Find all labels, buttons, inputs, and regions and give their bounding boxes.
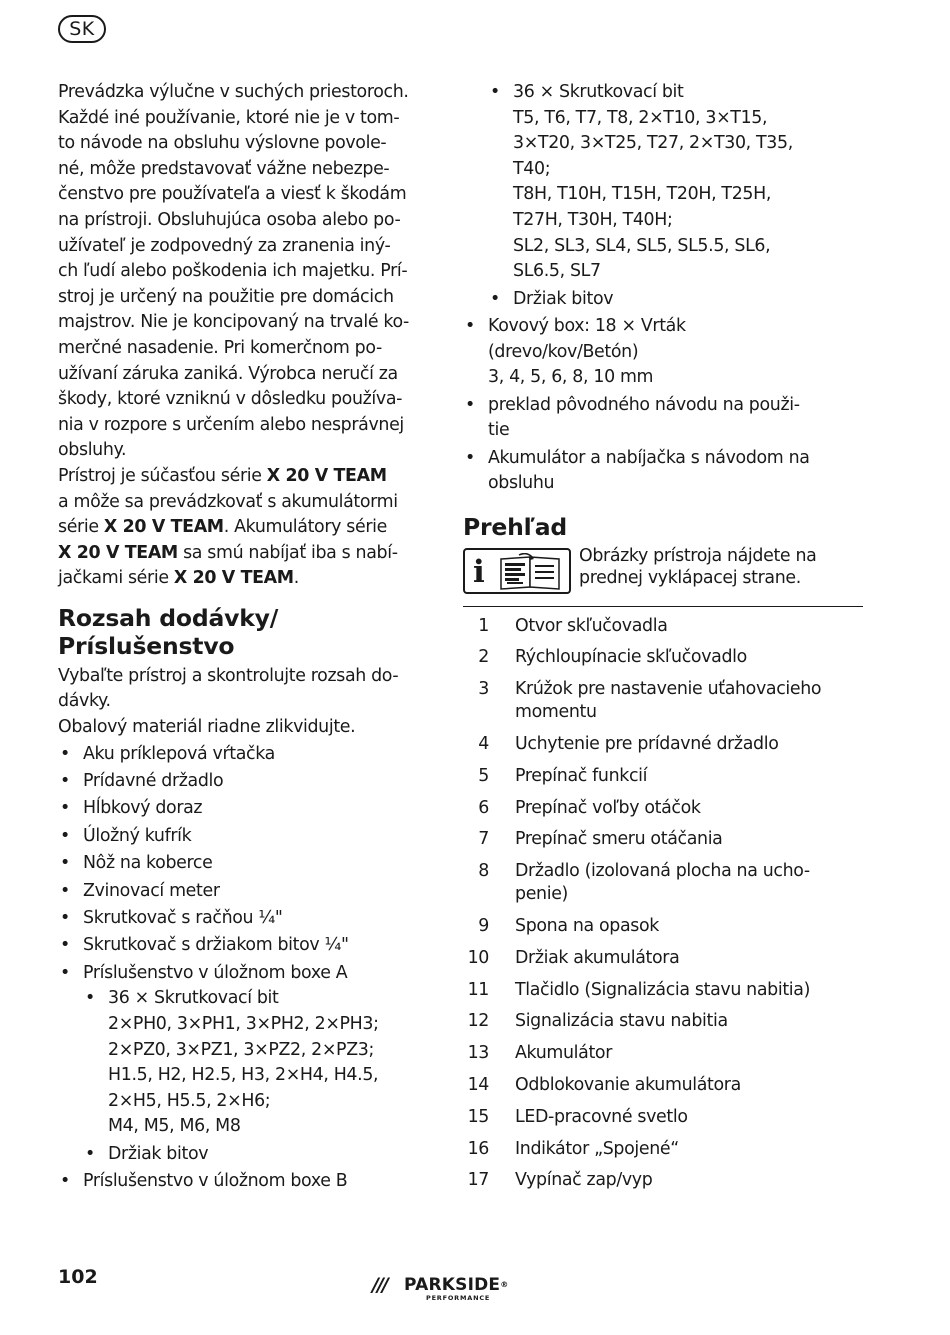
list-item: • Akumulátor a nabíjačka s návodom na obsluhu: [463, 446, 863, 497]
table-row: 1 Otvor skľučovadla: [478, 615, 668, 636]
section-heading-scope-of-delivery: Rozsah dodávky/ Príslušenstvo: [58, 603, 279, 660]
info-note: [463, 545, 863, 594]
box-a-sublist: [83, 986, 430, 1167]
table-row: 4 Uchytenie pre prídavné držadlo: [478, 734, 779, 755]
table-row: 8 Držadlo (izolovaná plocha na ucho- penie): [478, 861, 810, 905]
parkside-logo: [372, 1274, 522, 1308]
info-book-icon: i: [463, 548, 571, 594]
series-name: X 20 V TEAM: [58, 542, 178, 563]
list-item: • 36 × Skrutkovací bit T5, T6, T7, T8, 2×T10, 3×T15, 3×T20, 3×T25, T27, 2×T30, T35, T40; T8H, T10H, T15H, T20H, T25H, T27H, T30H, T40H; SL2, SL3, SL4, SL5, SL5.5, SL6, SL6.5, SL7: [488, 80, 863, 285]
list-item: • Skrutkovač s držiakom bitov ¼": [58, 933, 430, 959]
list-item: • Nôž na koberce: [58, 851, 430, 877]
list-item: • Príslušenstvo v úložnom boxe B: [58, 1169, 430, 1195]
table-row: 9 Spona na opasok: [478, 916, 659, 937]
left-column: [58, 80, 430, 1197]
list-item: • Úložný kufrík: [58, 824, 430, 850]
list-item: • Držiak bitov: [83, 1142, 430, 1168]
intended-use-paragraph: Každé iné používanie, ktoré nie je v tom- to návode na obsluhu výslovne povole- né, môže predstavovať vážne nebezpe- čenstvo pre používateľa a viesť k škodám na prístroji. Obsluhujúca osoba alebo po- užívateľ je zodpovedný za zranenia iný- ch ľudí alebo poškodenia ich majetku. Prí- stroj je určený na použitie pre domácich majstrov. Nie je koncipovaný na trvalé ko- merčné nasadenie. Pri komerčnom po- užívaní záruka zaniká. Výrobca neručí za škody, ktoré vzniknú v dôsledku používa- nia v rozpore s určením alebo nesprávnej obsluhy.: [58, 107, 409, 461]
table-row: 13 Akumulátor: [467, 1043, 613, 1064]
table-row: 17 Vypínač zap/vyp: [467, 1170, 653, 1191]
section-heading-overview: Prehľad: [463, 512, 568, 541]
list-item: • Zvinovací meter: [58, 879, 430, 905]
table-row: 12 Signalizácia stavu nabitia: [467, 1011, 728, 1032]
table-row: 14 Odblokovanie akumulátora: [467, 1075, 741, 1096]
logo-brand: PARKSIDE®: [404, 1275, 509, 1295]
list-item: • Skrutkovač s račňou ¼": [58, 906, 430, 932]
series-name: X 20 V TEAM: [173, 568, 294, 589]
table-row: 5 Prepínač funkcií: [478, 765, 648, 786]
list-item: • Hĺbkový doraz: [58, 796, 430, 822]
unpack-instruction: Vybaľte prístroj a skontrolujte rozsah do- dávky.: [58, 665, 399, 712]
page-number: 102: [58, 1266, 98, 1288]
packaging-note: Obalový materiál riadne zlikvidujte.: [58, 717, 356, 738]
dry-use-note: Prevádzka výlučne v suchých priestoroch.: [58, 82, 409, 102]
table-row: 11 Tlačidlo (Signalizácia stavu nabitia): [467, 979, 811, 1000]
table-row: 3 Krúžok pre nastavenie uťahovacieho momentu: [478, 679, 822, 723]
table-row: 16 Indikátor „Spojené“: [467, 1138, 679, 1159]
list-item: • Príslušenstvo v úložnom boxe A • 36 × Skrutkovací bit 2×PH0, 3×PH1, 3×PH2, 2×PH3; 2×PZ0, 3×PZ1, 3×PZ2, 2×PZ3; H1.5, H2, H2.5, H3, 2×H4, H4.5, 2×H5, H5.5, 2×H6; M4, M5, M6, M8 • Držiak bitov: [58, 961, 430, 1168]
delivery-list-continued: [463, 314, 863, 497]
series-name: X 20 V TEAM: [103, 517, 224, 538]
series-paragraph: Prístroj je súčasťou série X 20 V TEAM a môže sa prevádzkovať s akumulátormi série X 20 V TEAM. Akumulátory série X 20 V TEAM sa smú nabíjať iba s nabí- jačkami série X 20 V TEAM.: [58, 465, 398, 589]
info-text: Obrázky prístroja nájdete na prednej vyklápacej strane.: [579, 545, 817, 588]
table-row: 2 Rýchloupínacie skľučovadlo: [478, 647, 747, 668]
list-item: • 36 × Skrutkovací bit 2×PH0, 3×PH1, 3×PH2, 2×PH3; 2×PZ0, 3×PZ1, 3×PZ2, 2×PZ3; H1.5, H2, H2.5, H3, 2×H4, H4.5, 2×H5, H5.5, 2×H6; M4, M5, M6, M8: [83, 986, 430, 1140]
table-row: 10 Držiak akumulátora: [467, 947, 680, 968]
right-column: [463, 80, 863, 1201]
table-row: 6 Prepínač voľby otáčok: [478, 797, 701, 818]
list-item: • Aku príklepová vŕtačka: [58, 742, 430, 768]
divider: [463, 606, 863, 607]
logo-slashes-icon: ///: [372, 1274, 387, 1296]
table-row: 15 LED-pracovné svetlo: [467, 1106, 688, 1127]
list-item: • preklad pôvodného návodu na použi- tie: [463, 393, 863, 444]
delivery-list: [58, 742, 430, 1195]
parts-list: [463, 615, 821, 1202]
list-item: • Prídavné držadlo: [58, 769, 430, 795]
table-row: 7 Prepínač smeru otáčania: [478, 829, 723, 850]
language-badge: SK: [58, 15, 106, 43]
logo-subtitle: PERFORMANCE: [426, 1294, 491, 1302]
list-item: • Kovový box: 18 × Vrták (drevo/kov/Betón) 3, 4, 5, 6, 8, 10 mm: [463, 314, 863, 391]
series-name: X 20 V TEAM: [266, 465, 387, 486]
list-item: • Držiak bitov: [488, 287, 863, 313]
box-b-sublist: [488, 80, 863, 312]
